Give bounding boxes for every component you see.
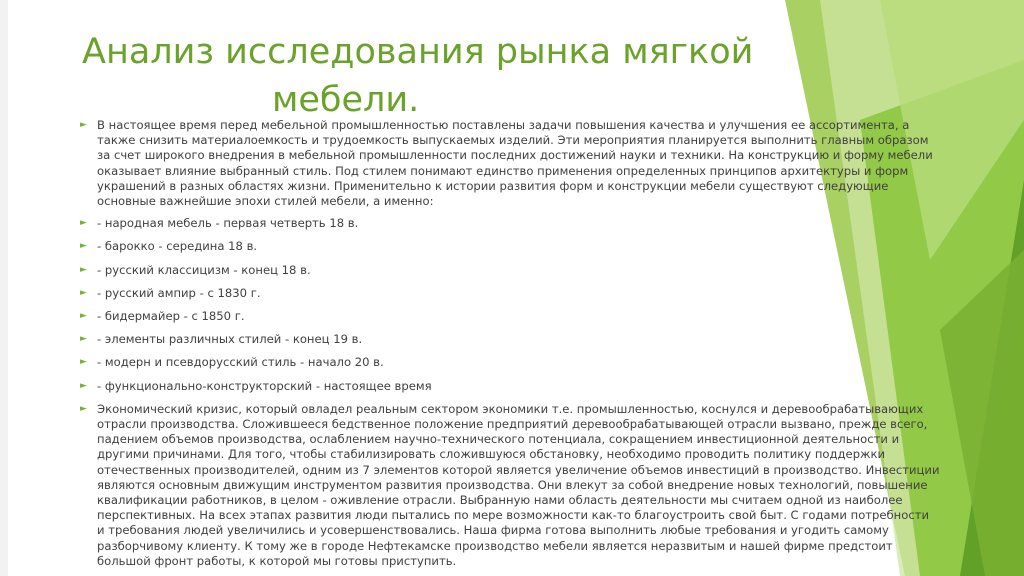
- slide-title-line2: мебели.: [272, 80, 420, 120]
- slide-title: [82, 28, 782, 124]
- list-item: [80, 355, 940, 370]
- list-item: [80, 402, 940, 569]
- list-item-text: - русский ампир - с 1830 г.: [97, 285, 261, 300]
- triangle-bullet-icon: ►: [80, 403, 87, 414]
- left-edge-stripe: [0, 0, 8, 576]
- list-item-text: Экономический кризис, который овладел реальным сектором экономики т.е. промышленностью, коснулся и деревообрабатывающих отрасли производства. Сложившееся бедственное положение предприятий деревообрабатывающей отрасли вызвано, прежде всего, падением объемов производства, ослаблением научно-технического потенциала, сокращением инвестиционной деятельности и другими причинами. Для того, чтобы стабилизировать сложившуюся обстановку, необходимо проводить политику поддержки отечественных производителей, одним из 7 элементов которой является увеличение объемов инвестиций в производство. Инвестиции являются основным движущим инструментом развития производства. Они влекут за собой внедрение новых технологий, повышение квалификации работников, в целом - оживление отрасли. Выбранную нами область деятельности мы считаем одной из наиболее перспективных. На всех этапах развития люди пытались по мере возможности как-то благоустроить свой быт. С годами потребности и требования людей увеличились и усовершенствовались. Наша фирма готова выполнить любые требования и угодить самому разборчивому клиенту. К тому же в городе Нефтекамске производство мебели является неразвитым и нашей фирме предстоит большой фронт работы, к которой мы готовы приступить.: [97, 401, 940, 568]
- triangle-bullet-icon: ►: [80, 241, 87, 252]
- list-item: [80, 332, 940, 347]
- list-item-text: - бидермайер - с 1850 г.: [97, 309, 245, 324]
- list-item-text: - барокко - середина 18 в.: [97, 239, 258, 254]
- triangle-bullet-icon: ►: [80, 357, 87, 368]
- list-item: [80, 239, 940, 254]
- list-item-text: - функционально-конструкторский - настоящее время: [97, 378, 432, 393]
- list-item-text: - элементы различных стилей - конец 19 в.: [97, 332, 363, 347]
- list-item-text: - народная мебель - первая четверть 18 в.: [97, 216, 359, 231]
- triangle-bullet-icon: ►: [80, 311, 87, 322]
- triangle-bullet-icon: ►: [80, 218, 87, 229]
- list-item: [80, 216, 940, 231]
- triangle-bullet-icon: ►: [80, 120, 87, 130]
- triangle-bullet-icon: ►: [80, 380, 87, 391]
- slide-title-line1: Анализ исследования рынка мягкой: [82, 32, 754, 72]
- list-item-text: - модерн и псевдорусский стиль - начало 20 в.: [97, 355, 384, 370]
- triangle-bullet-icon: ►: [80, 334, 87, 345]
- list-item: [80, 286, 940, 301]
- list-item: [80, 379, 940, 394]
- list-item: [80, 118, 940, 209]
- list-item: [80, 309, 940, 324]
- triangle-bullet-icon: ►: [80, 287, 87, 298]
- list-item: [80, 263, 940, 278]
- triangle-bullet-icon: ►: [80, 264, 87, 275]
- list-item-text: В настоящее время перед мебельной промышленностью поставлены задачи повышения качества и улучшения ее ассортимента, а также снизить материалоемкость и трудоемкость выпускаемых изделий. Эти мероприятия планируется выполнить главным образом за счет широкого внедрения в мебельной промышленности последних достижений науки и техники. На конструкцию и форму мебели оказывает влияние выбранный стиль. Под стилем понимают единство применения определенных принципов архитектуры и форм украшений в разных областях жизни. Применительно к истории развития форм и конструкции мебели существуют следующие основные важнейшие эпохи стилей мебели, а именно:: [97, 118, 933, 209]
- bullet-list: [80, 118, 940, 576]
- list-item-text: - русский классицизм - конец 18 в.: [97, 262, 311, 277]
